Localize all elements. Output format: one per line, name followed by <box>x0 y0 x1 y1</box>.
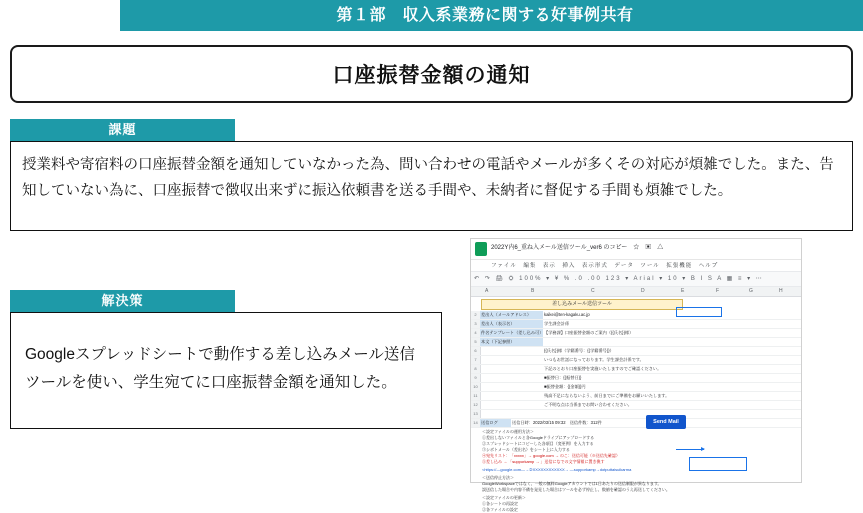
row-value: 下記のとおり口座振替を実施いたしますのでご確認ください。 <box>543 365 734 373</box>
row-number: 12 <box>471 401 481 409</box>
note-line: ③シボトメール（差出名）をシート上に入力する <box>482 447 570 452</box>
row-label: 本文（下記参照） <box>480 338 544 346</box>
table-row <box>471 320 801 329</box>
pointer-arrow-icon <box>676 449 704 450</box>
table-row <box>471 347 801 356</box>
column-header-d: D <box>641 288 645 294</box>
note-line: ＜設定ファイルの更新＞ <box>482 495 526 500</box>
row-number: 6 <box>471 347 481 355</box>
spreadsheet-grid <box>471 297 801 512</box>
row-number: 13 <box>471 410 481 418</box>
table-row <box>471 311 801 320</box>
spreadsheet-column-headers <box>471 287 801 297</box>
note-line: 誤送信した場合や内容不備を発見した場合はツールを必ず停止し、数値を確認のうえ再送してください。 <box>482 487 670 492</box>
row-value: ご不明な点は当係までお問い合わせください。 <box>543 401 714 409</box>
spreadsheet-menubar <box>471 260 801 271</box>
table-row <box>471 392 801 401</box>
row-number: 9 <box>471 374 481 382</box>
note-line: ④宛先リスト：「xxxxx」→ google.com → のこ：送信可能（※送信先確認） <box>482 453 620 458</box>
table-row <box>471 401 801 410</box>
note-line: ＜設定ファイルの運用方法＞ <box>482 429 534 434</box>
spreadsheet-titlebar <box>471 239 801 260</box>
note-line: ②スプレッドシートにコピーした各項目（変更例）を入力する <box>482 441 594 446</box>
row-label: 件名テンプレート（差し込み可） <box>481 330 544 335</box>
column-header-b: B <box>531 288 535 294</box>
issue-box <box>10 141 853 231</box>
column-header-a: A <box>485 288 489 294</box>
header-title: 第１部 収入系業務に関する好事例共有 <box>336 7 634 24</box>
sheets-logo-icon <box>475 242 487 256</box>
note-line: ②各ファイルの設定 <box>482 507 518 512</box>
note-line: <https://—google.com—→②XXXXXXXXXXXX→ —supporkamp→dotputtaisuikarma <box>482 467 632 472</box>
solution-box <box>10 312 442 429</box>
row-label: 差出人（メールアドレス） <box>480 311 544 319</box>
note-line: ①差出しないファイルと各Googleドライブにアップロードする <box>482 435 595 440</box>
column-header-h: H <box>779 288 783 294</box>
spreadsheet-toolbar <box>471 271 801 287</box>
row-number: 8 <box>471 365 481 373</box>
column-header-e: E <box>681 288 685 294</box>
table-row <box>471 410 801 419</box>
row-label: 差出人（表示名） <box>480 320 544 328</box>
row-number: 14 <box>471 419 481 427</box>
row-value: 残高不足にならないよう、前日までにご準備をお願いいたします。 <box>543 392 734 400</box>
solution-section-label: 解決策 <box>10 290 235 312</box>
row-value <box>543 338 704 346</box>
row-value: 送信日時：2022/03/15 09:32 送信件数：312件 <box>511 419 642 427</box>
slide-title-box <box>10 45 853 103</box>
selected-cell-range <box>689 457 747 471</box>
table-row <box>471 338 801 347</box>
note-line: ①各シートの再設定 <box>482 501 518 506</box>
column-header-c: C <box>591 288 595 294</box>
table-row <box>471 374 801 383</box>
spreadsheet-screenshot <box>470 238 802 512</box>
row-number: 10 <box>471 383 481 391</box>
row-value: 学生課会計係 <box>543 320 674 328</box>
table-row <box>471 365 801 374</box>
table-row <box>471 329 801 338</box>
column-header-g: G <box>749 288 753 294</box>
row-value: ■振替日：{{振替日}} <box>543 374 664 382</box>
row-value: {{氏名}}様（学籍番号：{{学籍番号}}） <box>543 347 724 355</box>
tool-banner: 差し込みメール送信ツール <box>481 299 683 310</box>
slide-title-text: 口座振替金額の通知 <box>332 64 531 87</box>
table-row <box>471 419 801 428</box>
column-header-f: F <box>716 288 720 294</box>
row-number: 7 <box>471 356 481 364</box>
row-label: 送信ログ <box>480 419 512 427</box>
send-mail-button[interactable]: Send Mail <box>646 415 686 429</box>
solution-text: Googleスプレッドシートで動作する差し込みメール送信ツールを使い、学生宛てに口座振替金額を通知した。 <box>25 346 415 391</box>
note-line: ⑤差し込み → 「supporkamp → 」送信になでの文字情報に置き換す <box>482 459 605 464</box>
note-line: ＜送信停止方法＞ <box>482 475 514 480</box>
note-line: GoogleWorkspaceではなく、一般の無料Googleアカウントでは1日あたりの送信制限が異なります。 <box>482 481 662 486</box>
row-value: kaikei@ten-kagaku.ac.jp <box>543 311 674 319</box>
row-number: 5 <box>471 338 481 346</box>
spreadsheet-document-name: 2022Y内6_重ね入メール送信ツール_ver6 のコピー ☆ ▣ △ <box>491 245 664 251</box>
toolbar-icons: ↶ ↷ 🖨 ⛭ 100% ▾ ¥ % .0 .00 123 ▾ Arial ▾ 10 ▾ B I S A ▦ ≡ ▾ ⋯ <box>474 276 764 282</box>
row-value: 【学務課】口座振替金額のご案内（{{氏名}}様） <box>543 329 704 337</box>
issue-section-label: 課題 <box>10 119 235 141</box>
row-number: 2 <box>471 311 481 319</box>
row-number: 11 <box>471 392 481 400</box>
issue-text: 授業料や寄宿料の口座振替金額を通知していなかった為、問い合わせの電話やメールが多くその対応が煩雑でした。また、告知していない為に、口座振替で徴収出来ずに振込依頼書を送る手間や、未納者に督促する手間も煩雑でした。 <box>22 157 834 199</box>
row-number: 3 <box>471 320 481 328</box>
row-value: いつもお世話になっております。学生課会計係です。 <box>543 356 724 364</box>
spreadsheet-menu-items: ファイル 編集 表示 挿入 表示形式 データ ツール 拡張機能 ヘルプ <box>491 263 719 269</box>
table-row <box>471 356 801 365</box>
row-number: 4 <box>471 329 481 337</box>
table-row <box>471 383 801 392</box>
row-value: ■振替金額：{{金額}}円 <box>543 383 664 391</box>
